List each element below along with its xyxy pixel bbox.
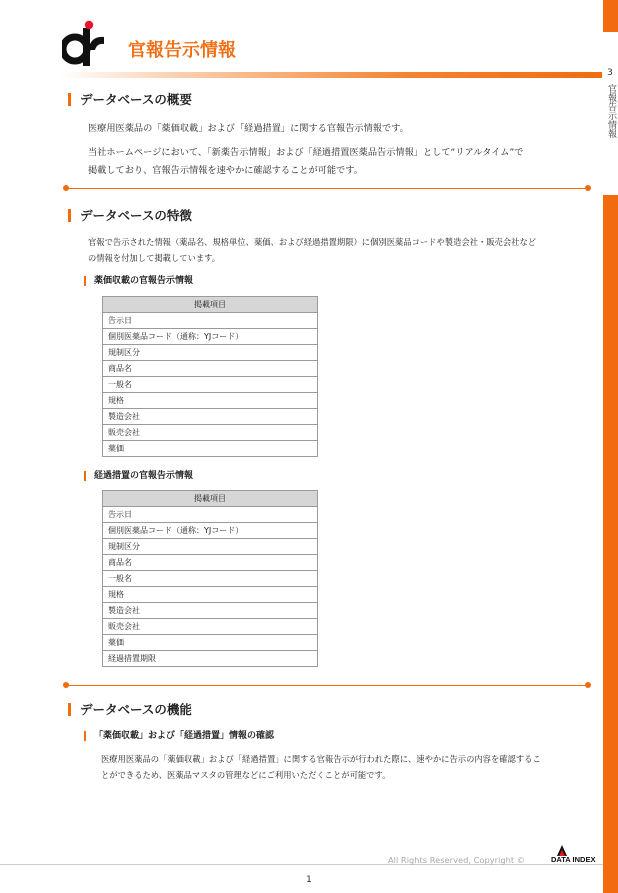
table-cell: 薬価	[103, 635, 318, 651]
functions-line: とができるため、医薬品マスタの管理などにご利用いただくことが可能です。	[101, 770, 391, 780]
overview-line: 掲載しており、官報告示情報を速やかに確認することが可能です。	[88, 165, 363, 176]
table-row	[103, 539, 318, 555]
section-heading-overview: データベースの概要	[68, 93, 192, 106]
table-cell: 製造会社	[103, 603, 318, 619]
features-line: 官報で告示された情報（薬品名、規格単位、薬価、および経過措置期限）に個別医薬品コードや製造会社・販売会社など	[88, 237, 537, 247]
table-row	[103, 555, 318, 571]
table-cell: 告示日	[103, 507, 318, 523]
table-cell: 商品名	[103, 361, 318, 377]
table-row	[103, 507, 318, 523]
table-row	[103, 313, 318, 329]
functions-line: 医療用医薬品の「薬価収載」および「経過措置」に関する官報告示が行われた際に、速やかに告示の内容を確認するこ	[101, 754, 541, 764]
table-row	[103, 345, 318, 361]
table-row	[103, 409, 318, 425]
side-accent-bar-top	[603, 0, 618, 32]
company-logo-icon	[62, 20, 108, 68]
data-index-logo-icon	[548, 842, 600, 864]
table-cell: 告示日	[103, 313, 318, 329]
overview-line: 当社ホームページにおいて、「新薬告示情報」および「経過措置医薬品告示情報」として“リアルタイム”で	[88, 147, 524, 158]
table-row	[103, 441, 318, 457]
copyright-text: All Rights Reserved, Copyright ©	[388, 855, 526, 865]
table-cell: 商品名	[103, 555, 318, 571]
table-row	[103, 425, 318, 441]
table-cell: 規格	[103, 587, 318, 603]
table-row	[103, 619, 318, 635]
table-row	[103, 571, 318, 587]
section-heading-features: データベースの特徴	[68, 209, 192, 222]
section-divider	[66, 685, 590, 686]
table-cell: 規格	[103, 393, 318, 409]
divider-dot-right	[585, 682, 591, 688]
page-number: 1	[306, 875, 312, 885]
table-cell: 一般名	[103, 571, 318, 587]
table-row	[103, 651, 318, 667]
items-table-price-listing	[102, 296, 318, 457]
table-header: 掲載項目	[103, 297, 318, 313]
sub-heading-table2: 経過措置の官報告示情報	[84, 471, 193, 481]
table-row	[103, 393, 318, 409]
table-cell: 個別医薬品コード（通称：YJコード）	[103, 329, 318, 345]
overview-text	[88, 120, 523, 180]
sub-heading-functions: 「薬価収載」および「経過措置」情報の確認	[84, 731, 274, 741]
table-cell: 販売会社	[103, 425, 318, 441]
section-divider	[66, 188, 590, 189]
page-title: 官報告示情報	[128, 40, 236, 61]
header-gradient-line	[60, 72, 602, 78]
table-cell: 製造会社	[103, 409, 318, 425]
sub-heading-table1: 薬価収載の官報告示情報	[84, 276, 193, 286]
table-cell: 薬価	[103, 441, 318, 457]
table-cell: 規制区分	[103, 345, 318, 361]
brand-text: DATA INDEX	[551, 855, 596, 864]
table-cell: 規制区分	[103, 539, 318, 555]
section-heading-functions: データベースの機能	[68, 703, 192, 716]
table-cell: 個別医薬品コード（通称：YJコード）	[103, 523, 318, 539]
table-row	[103, 329, 318, 345]
features-text	[88, 234, 536, 266]
side-section-label: 官報告示情報	[606, 84, 616, 138]
divider-dot-right	[585, 185, 591, 191]
table-cell: 経過措置期限	[103, 651, 318, 667]
overview-line: 医療用医薬品の「薬価収載」および「経過措置」に関する官報告示情報です。	[88, 123, 409, 134]
table-row	[103, 523, 318, 539]
functions-text	[101, 751, 541, 783]
side-section-number: 3	[607, 68, 613, 78]
table-cell: 販売会社	[103, 619, 318, 635]
features-line: の情報を付加して掲載しています。	[88, 253, 221, 263]
table-row	[103, 635, 318, 651]
table-row	[103, 377, 318, 393]
table-row	[103, 587, 318, 603]
table-row	[103, 361, 318, 377]
items-table-transitional	[102, 490, 318, 667]
table-row	[103, 603, 318, 619]
side-accent-bar-bottom	[603, 195, 618, 893]
table-header: 掲載項目	[103, 491, 318, 507]
table-cell: 一般名	[103, 377, 318, 393]
